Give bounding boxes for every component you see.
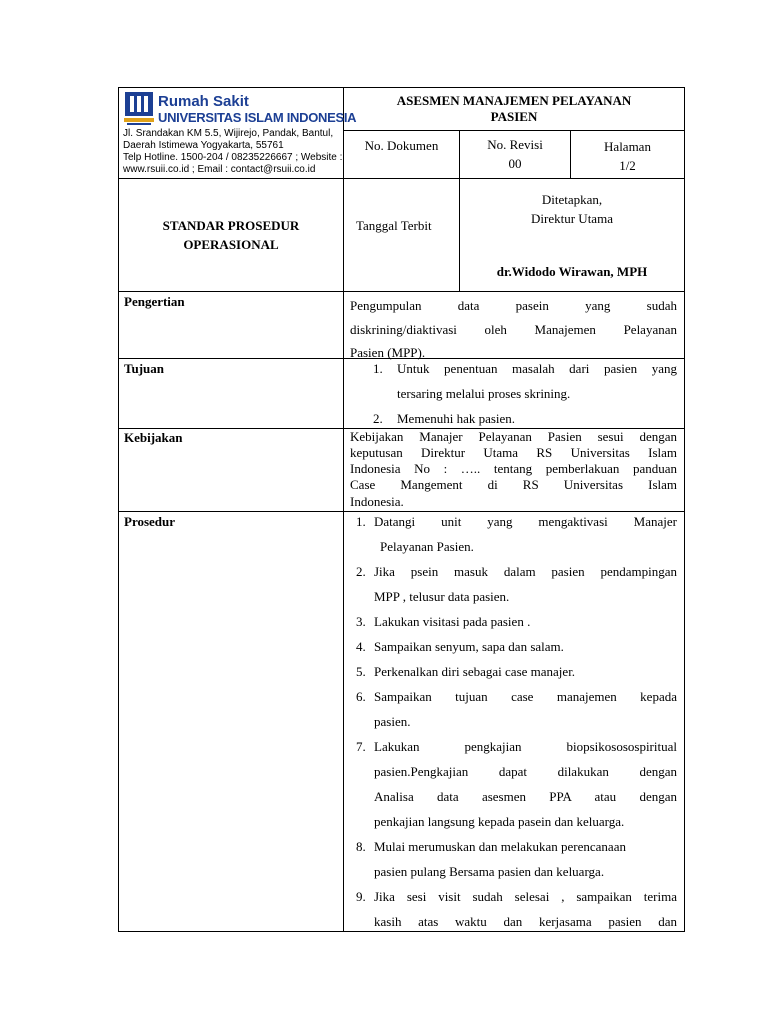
list-text: Untuk penentuan masalah dari pasien yang [397, 361, 677, 376]
kebijakan-text: Kebijakan Manajer Pelayanan Pasien sesui dengan [350, 429, 677, 444]
list-item [356, 609, 677, 634]
list-text: Lakukan visitasi pada pasien . [374, 614, 531, 629]
list-text: kasih atas waktu dan kerjasama pasien dan [374, 914, 677, 929]
document-title: ASESMEN MANAJEMEN PELAYANAN [396, 93, 632, 108]
kebijakan-text: Case Mangement di RS Universitas Islam [350, 477, 677, 492]
hospital-contact: Telp Hotline. 1500-204 / 08235226667 ; Website : [123, 152, 343, 163]
list-text: pasien pulang Bersama pasien dan keluarga. [374, 864, 605, 879]
list-text: pasien.Pengkajian dapat dilakukan dengan [374, 764, 677, 779]
list-number: 2. [373, 411, 383, 426]
list-number: 1. [356, 514, 366, 529]
list-number: 2. [356, 564, 366, 579]
sop-title: STANDAR PROSEDUR [162, 218, 300, 233]
list-item [356, 684, 677, 709]
page-label: Halaman [604, 139, 651, 154]
list-item [356, 509, 677, 534]
list-item [356, 834, 677, 859]
list-item-cont [374, 759, 677, 784]
kebijakan-text: Indonesia. [350, 494, 404, 509]
pengertian-text: diskrining/diaktivasi oleh Manajemen Pelayanan [350, 322, 677, 337]
list-number: 4. [356, 639, 366, 654]
list-text: Memenuhi hak pasien. [397, 411, 516, 426]
list-number: 3. [356, 614, 366, 629]
hospital-address: Daerah Istimewa Yogyakarta, 55761 [123, 140, 284, 151]
list-text: Sampaikan tujuan case manajemen kepada [374, 689, 677, 704]
list-item-cont [374, 909, 677, 931]
approval-role: Direktur Utama [531, 211, 613, 226]
list-number: 8. [356, 839, 366, 854]
list-text: pasien. [374, 714, 411, 729]
section-label-kebijakan: Kebijakan [124, 430, 183, 445]
issue-date-label: Tanggal Terbit [356, 218, 432, 233]
kebijakan-text: Indonesia No : ….. tentang pemberlakuan panduan [350, 461, 677, 476]
list-text: Pelayanan Pasien. [380, 539, 474, 554]
list-item [373, 406, 677, 431]
list-text: Analisa data asesmen PPA atau dengan [374, 789, 677, 804]
revision-value: 00 [508, 156, 522, 171]
list-text: tersaring melalui proses skrining. [397, 386, 571, 401]
sop-title: OPERASIONAL [183, 237, 279, 252]
list-number: 9. [356, 889, 366, 904]
hospital-address: Jl. Srandakan KM 5.5, Wijirejo, Pandak, Bantul, [123, 128, 334, 139]
list-item [356, 884, 677, 909]
pengertian-text: Pengumpulan data pasein yang sudah [350, 298, 677, 313]
pengertian-text: Pasien (MPP). [350, 345, 426, 360]
section-label-tujuan: Tujuan [124, 361, 164, 376]
list-text: Datangi unit yang mengaktivasi Manajer [374, 514, 677, 529]
list-number: 1. [373, 361, 383, 376]
list-text: MPP , telusur data pasien. [374, 589, 510, 604]
emblem-icon [122, 90, 156, 128]
page-value: 1/2 [619, 158, 636, 173]
kebijakan-text: keputusan Direktur Utama RS Universitas Islam [350, 445, 677, 460]
list-text: Jika sesi visit sudah selesai , sampaikan terima [374, 889, 677, 904]
list-number: 5. [356, 664, 366, 679]
list-number: 6. [356, 689, 366, 704]
list-item-cont [397, 381, 677, 406]
list-text: Mulai merumuskan dan melakukan perencanaan [374, 839, 626, 854]
list-item [373, 356, 677, 381]
list-text: Sampaikan senyum, sapa dan salam. [374, 639, 564, 654]
hospital-contact: www.rsuii.co.id ; Email : contact@rsuii.co.id [123, 164, 316, 175]
director-name: dr.Widodo Wirawan, MPH [496, 264, 648, 279]
hospital-name-line2: UNIVERSITAS ISLAM INDONESIA [158, 110, 357, 125]
list-number: 7. [356, 739, 366, 754]
document-title: PASIEN [490, 109, 538, 124]
doc-no-label: No. Dokumen [364, 138, 439, 153]
list-text: penkajian langsung kepada pasein dan keluarga. [374, 814, 625, 829]
list-item [356, 559, 677, 584]
revision-label: No. Revisi [487, 137, 543, 152]
list-text: Lakukan pengkajian biopsikososospiritual [374, 739, 677, 754]
section-label-prosedur: Prosedur [124, 514, 176, 529]
approval-label: Ditetapkan, [541, 192, 603, 207]
section-label-pengertian: Pengertian [124, 294, 185, 309]
list-text: Jika psein masuk dalam pasien pendampingan [374, 564, 677, 579]
list-item [356, 634, 677, 659]
hospital-name-line1: Rumah Sakit [158, 93, 249, 110]
list-item-cont [374, 784, 677, 809]
list-item [356, 659, 677, 684]
list-text: Perkenalkan diri sebagai case manajer. [374, 664, 576, 679]
list-item [356, 734, 677, 759]
